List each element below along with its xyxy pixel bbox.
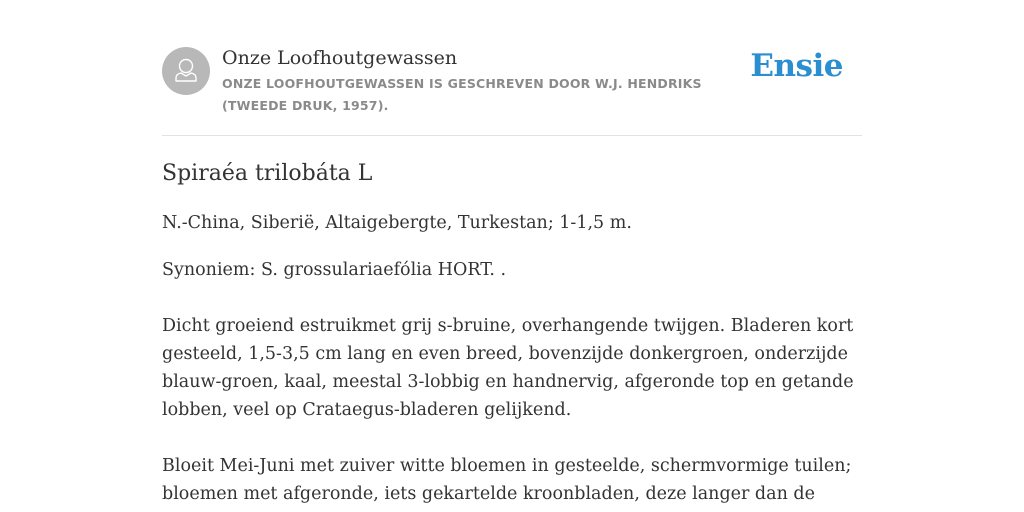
user-avatar-icon[interactable] bbox=[162, 47, 210, 95]
entry-content bbox=[162, 158, 862, 508]
entry-title: Spiraéa trilobáta L bbox=[162, 161, 373, 186]
entry-paragraph-flowering: Bloeit Mei-Juni met zuiver witte bloemen in gesteelde, schermvormige tuilen; bloemen met afgeronde, iets gekartelde kroonbladen, deze langer dan de bbox=[162, 456, 852, 504]
paragraph-spacer bbox=[162, 424, 862, 452]
entry-synonym: Synoniem: S. grossulariaefólia HORT. . bbox=[162, 260, 507, 280]
entry-origin: N.-China, Siberië, Altaigebergte, Turkestan; 1-1,5 m. bbox=[162, 213, 632, 233]
paragraph-spacer bbox=[162, 284, 862, 312]
book-title[interactable]: Onze Loofhoutgewassen bbox=[222, 47, 458, 69]
entry-paragraph-description: Dicht groeiend estruikmet grij s-bruine, overhangende twijgen. Bladeren kort gesteeld, 1,5-3,5 cm lang en even breed, bovenzijde donkergroen, onderzijde blauw-groen, kaal, meestal 3-lobbig en handnervig, afgeronde top en getande lobben, veel op Crataegus-bladeren gelijkend. bbox=[162, 316, 854, 420]
divider bbox=[162, 135, 862, 136]
ensie-logo[interactable]: Ensie bbox=[750, 48, 843, 84]
book-header bbox=[162, 46, 862, 136]
book-description: ONZE LOOFHOUTGEWASSEN IS GESCHREVEN DOOR W.J. HENDRIKS (TWEEDE DRUK, 1957). bbox=[222, 76, 702, 113]
